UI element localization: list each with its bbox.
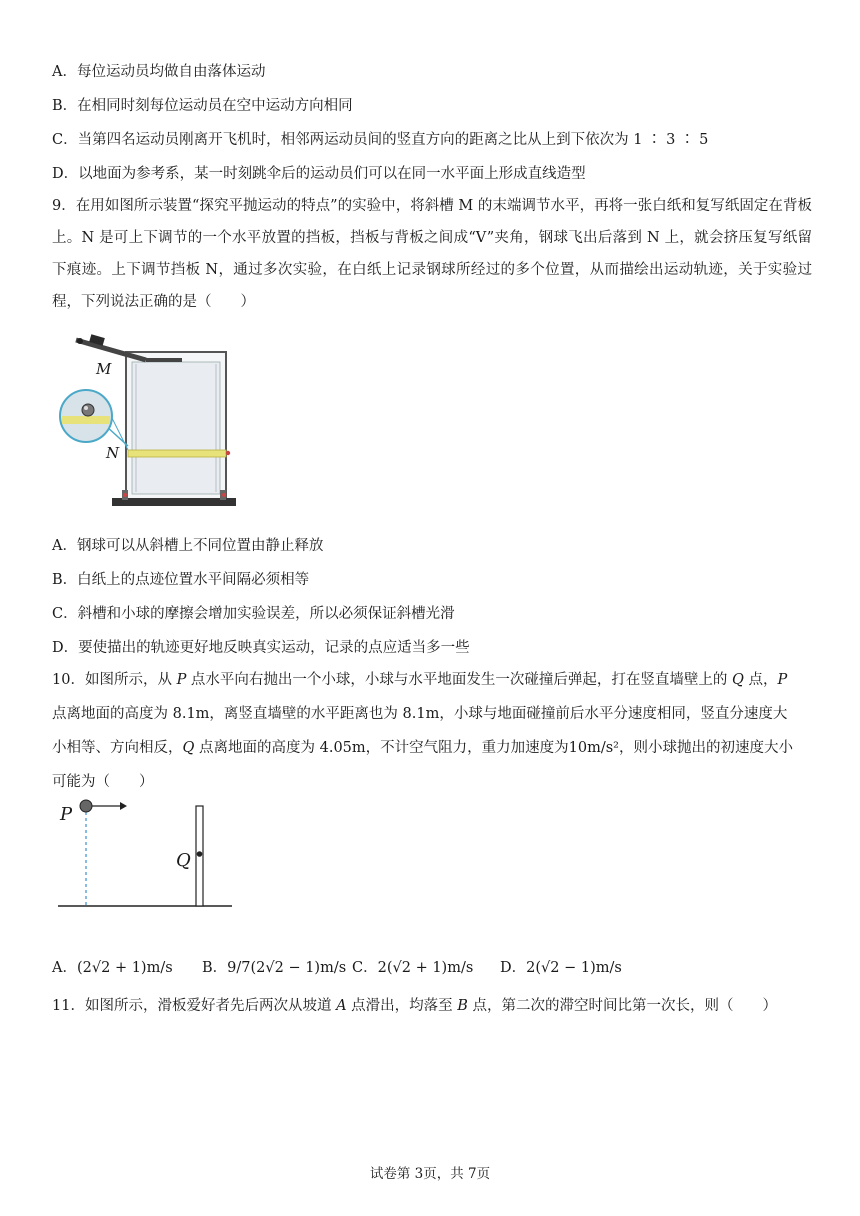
q10-stem-line-2: 点离地面的高度为 8.1m，离竖直墙壁的水平距离也为 8.1m，小球与地面碰撞前后水平分速度相同，竖直分速度大 [52,706,788,722]
ball-p [80,800,92,812]
white-paper [132,362,220,494]
q10-option-d: D．2(√2 − 1)m/s [500,960,622,976]
label-q: Q [176,850,191,871]
q9-option-b: B．白纸上的点迹位置水平间隔必须相等 [52,572,310,588]
baffle-n [128,450,226,457]
q10-stem-line-3: 小相等、方向相反，Q 点离地面的高度为 4.05m，不计空气阻力，重力加速度为10m/s²，则小球抛出的初速度大小 [52,740,793,756]
q9-option-a: A．钢球可以从斜槽上不同位置由静止释放 [52,538,324,554]
label-p: P [60,804,73,825]
q10-option-b: B．9/7(2√2 − 1)m/s [202,960,347,976]
q11-stem: 11．如图所示，滑板爱好者先后两次从坡道 A 点滑出，均落至 B 点，第二次的滞空时间比第一次长，则（ ） [52,998,778,1014]
q8-option-d: D．以地面为参考系，某一时刻跳伞后的运动员们可以在同一水平面上形成直线造型 [52,166,586,182]
page-footer: 试卷第 3页，共 7页 [369,1166,491,1182]
q8-option-c: C．当第四名运动员刚离开飞机时，相邻两运动员间的竖直方向的距离之比从上到下依次为 1 ∶ 3 ∶ 5 [52,132,709,148]
q9-option-c: C．斜槽和小球的摩擦会增加实验误差，所以必须保证斜槽光滑 [52,606,455,622]
q10-option-a: A．(2√2 + 1)m/s [52,960,173,976]
q9-stem: 9．在用如图所示装置“探究平抛运动的特点”的实验中，将斜槽 M 的末端调节水平，再将一张白纸和复写纸固定在背板上。N 是可上下调节的一个水平放置的挡板，挡板与背板之间成“V”夹角，钢球飞出后落到 N 上，就会挤压复写纸留下痕迹。上下调节挡板 N，通过多次实验，在白纸上记录钢球所经过的多个位置，从而描绘出运动轨迹，关于实验过程，下列说法正确的是（ ） [52,198,812,310]
apparatus-figure [50,330,240,516]
q8-option-b: B．在相同时刻每位运动员在空中运动方向相同 [52,98,353,114]
q9-option-d: D．要使描出的轨迹更好地反映真实运动，记录的点应适当多一些 [52,640,470,656]
q10-option-c: C．2(√2 + 1)m/s [352,960,474,976]
label-m: M [96,360,112,378]
q10-stem-line-1: 10．如图所示，从 P 点水平向右抛出一个小球，小球与水平地面发生一次碰撞后弹起，打在竖直墙壁上的 Q 点，P [52,672,788,688]
chute-m [76,340,146,360]
base [112,498,236,506]
label-n: N [106,444,120,462]
q8-option-a: A．每位运动员均做自由落体运动 [52,64,266,80]
point-q [197,851,203,857]
q10-stem-line-4: 可能为（ ） [52,774,154,790]
projectile-figure [50,796,240,912]
